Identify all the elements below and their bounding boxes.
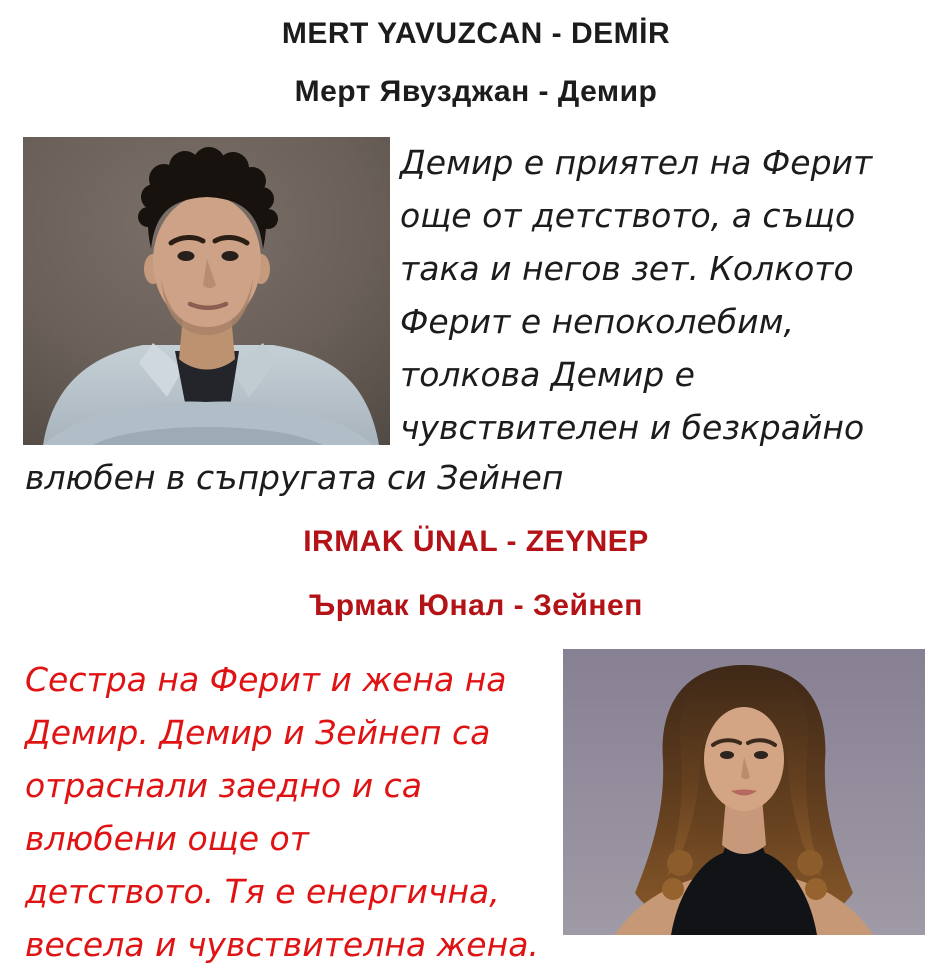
description-line: чувствителен и безкрайно [400,408,865,447]
description-line: весела и чувствителна жена. [25,925,539,964]
section-demir-title-cyrillic: Мерт Явузджан - Демир [294,75,658,108]
section-zeynep-title-cyrillic: Ърмак Юнал - Зейнеп [309,589,643,622]
description-line: Сестра на Ферит и жена на [25,660,507,699]
description-line: Ферит е непоколебим, [400,302,794,341]
portrait-man-image [23,137,390,445]
description-line: още от детството, а също [400,196,856,235]
description-line-continued: влюбен в съпругата си Зейнеп [25,458,564,497]
description-line: толкова Демир е [400,355,695,394]
description-line: Демир. Демир и Зейнеп са [25,713,491,752]
description-line: отраснали заедно и са [25,766,422,805]
photo-demir [23,137,390,445]
description-line: Демир е приятел на Ферит [400,143,873,182]
portrait-woman-image [563,649,925,935]
section-zeynep-title-latin: IRMAK ÜNAL - ZEYNEP [303,525,649,558]
section-zeynep-description [25,653,570,970]
description-line: детството. Тя е енергична, [25,872,500,911]
section-demir-title-latin: MERT YAVUZCAN - DEMİR [281,17,671,50]
description-line: така и негов зет. Колкото [400,249,854,288]
photo-zeynep [563,649,925,935]
section-demir-description [400,136,952,454]
description-line: влюбени още от [25,819,309,858]
